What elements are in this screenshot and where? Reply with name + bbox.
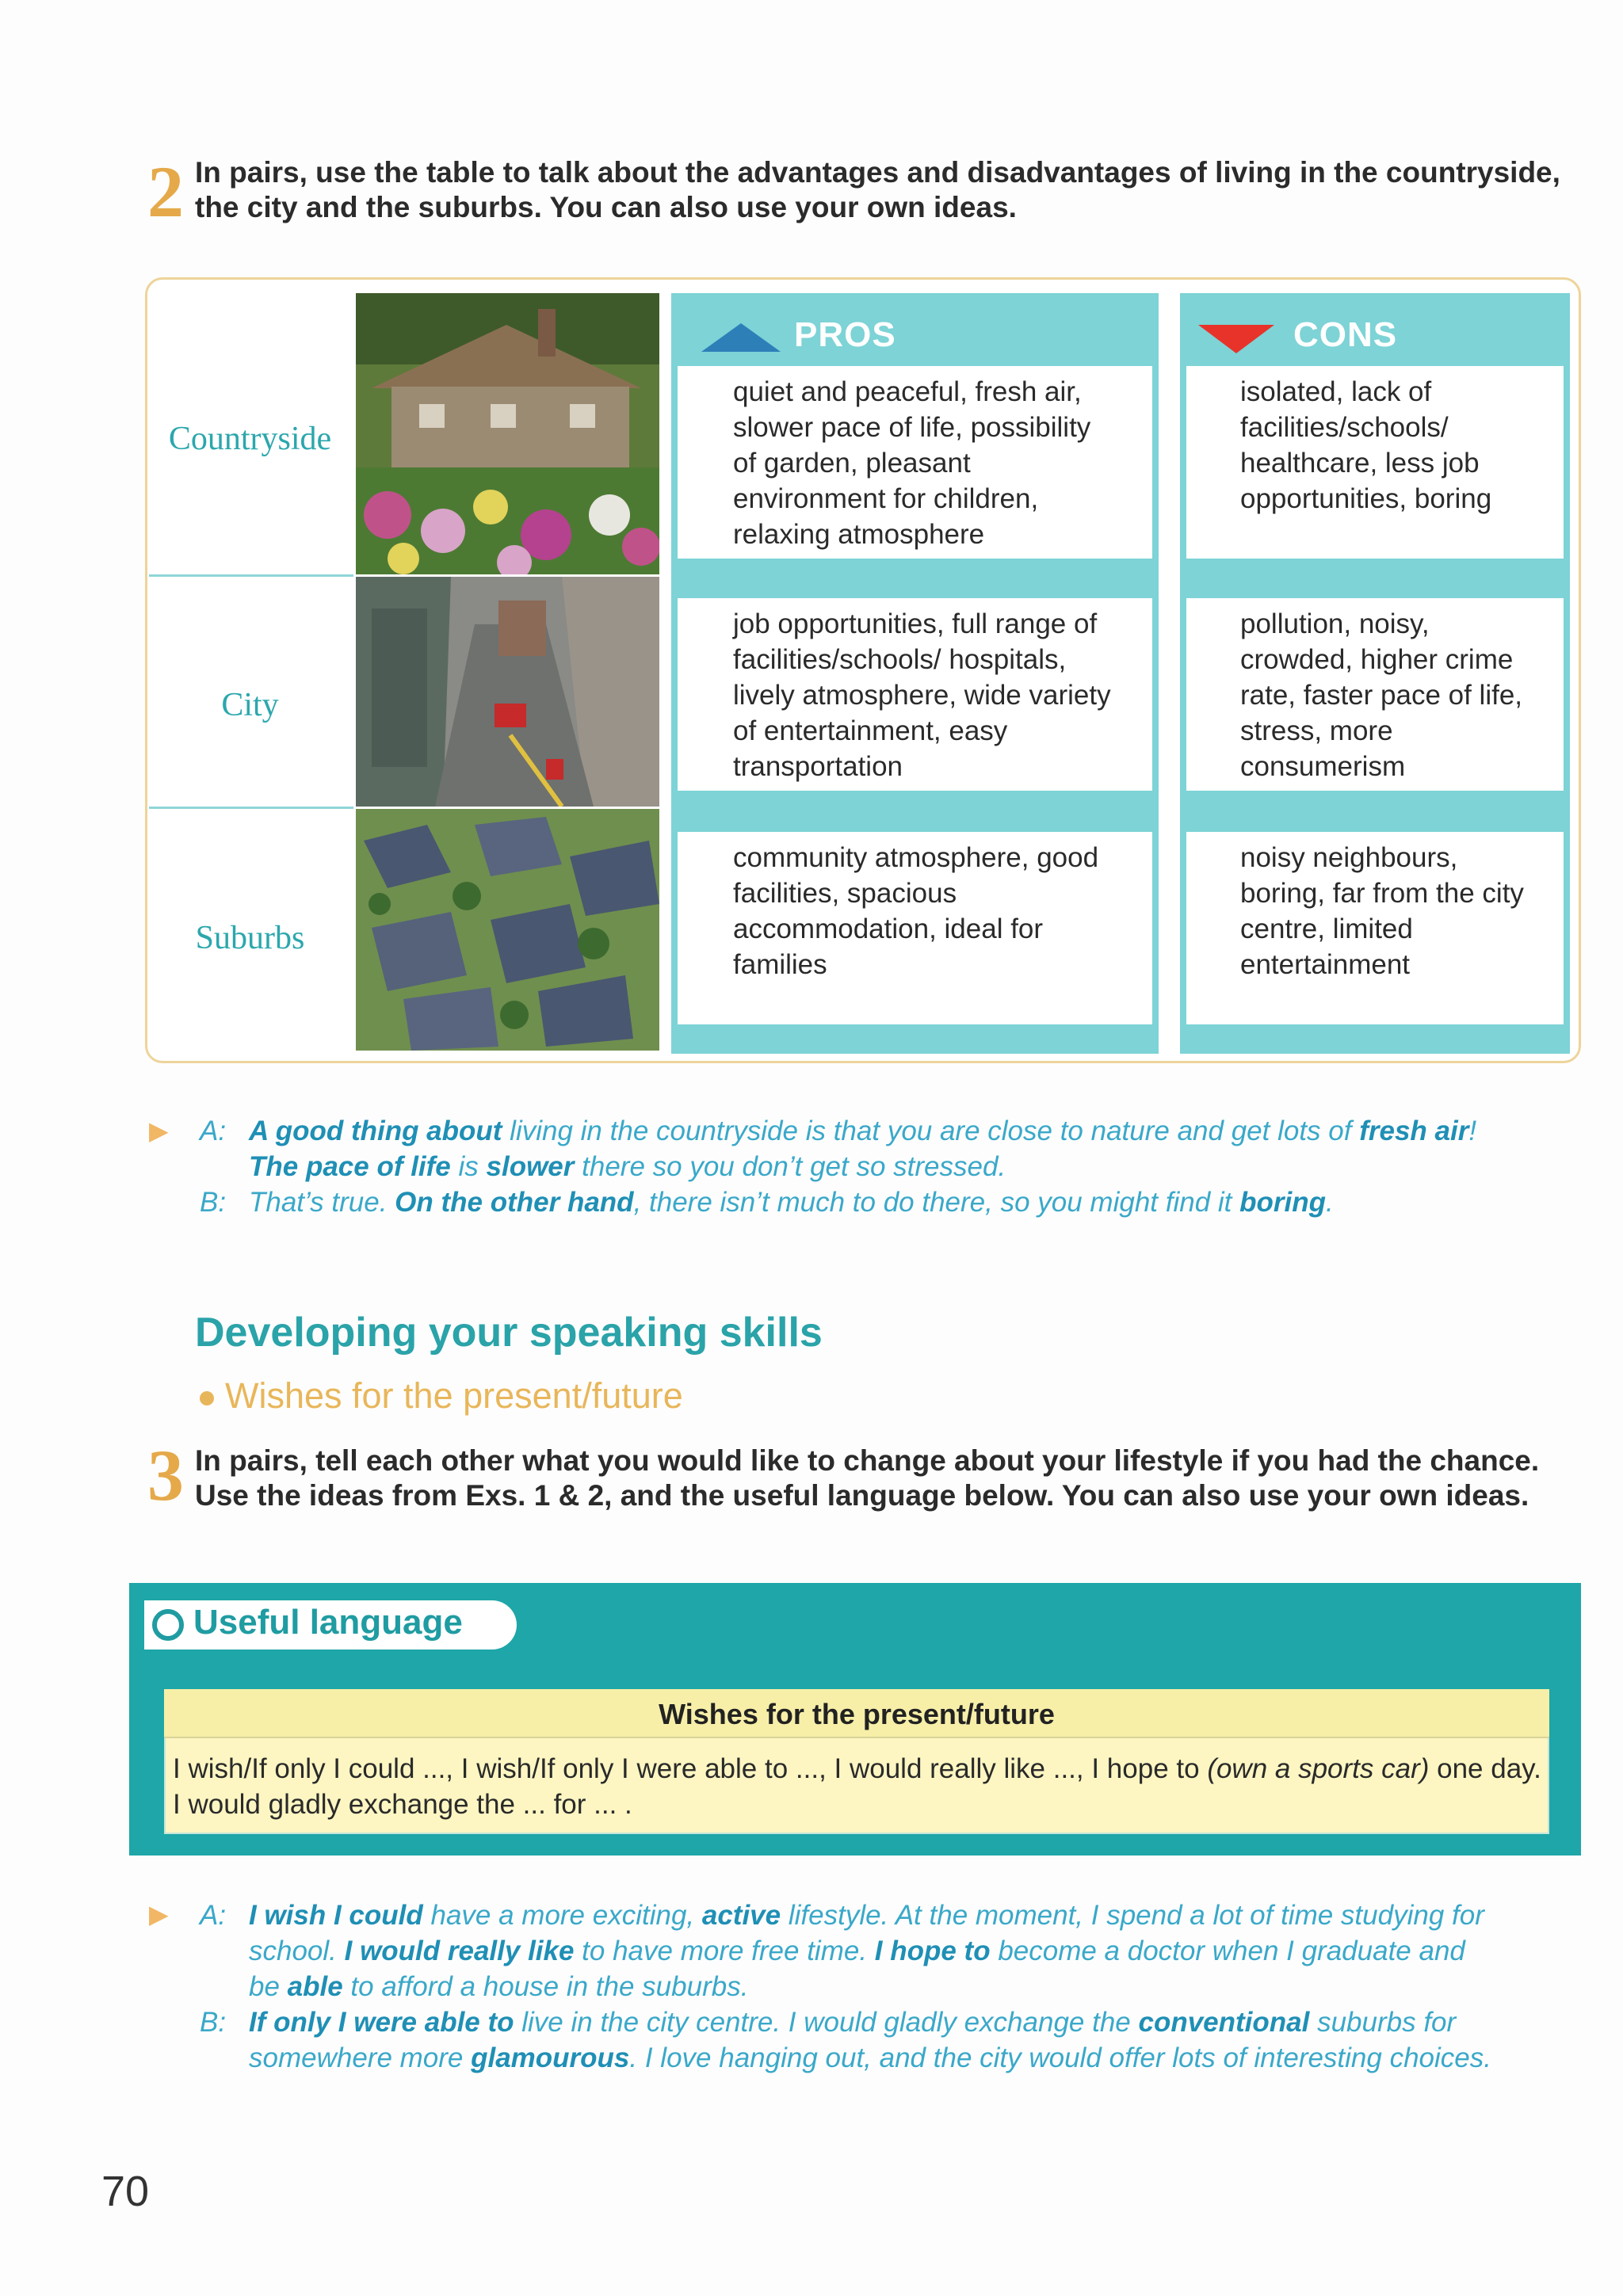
dialogue-text: . I love hanging out, and the city would offer lots of interesting choices. <box>629 2042 1491 2073</box>
pros-line: slower pace of life, possibility <box>733 412 1091 443</box>
dialogue-1-b-line-1 <box>249 1187 1334 1218</box>
pros-cell-countryside <box>678 366 1152 559</box>
dialogue-text: become a doctor when I graduate and <box>990 1936 1465 1966</box>
exercise-3-instruction-line-1: In pairs, tell each other what you would like to change about your lifestyle if you had the chance. <box>195 1444 1540 1477</box>
suburbs-houses-photo <box>356 809 659 1051</box>
exercise-2-number: 2 <box>147 151 184 232</box>
dialogue-1 <box>200 1113 1594 1220</box>
pros-line: quiet and peaceful, fresh air, <box>733 376 1082 407</box>
countryside-cottage-photo <box>356 293 659 574</box>
highlighted-phrase: If only I were able to <box>249 2007 514 2038</box>
exercise-3-instruction <box>195 1444 1606 1513</box>
pros-line: lively atmosphere, wide variety <box>733 680 1111 711</box>
dialogue-text: . <box>1326 1187 1334 1218</box>
pros-line: community atmosphere, good <box>733 842 1099 873</box>
pros-line: environment for children, <box>733 483 1039 514</box>
exercise-2-instruction-line-1: In pairs, use the table to talk about the advantages and disadvantages of living in the countryside, <box>195 156 1560 189</box>
useful-language-heading: Wishes for the present/future <box>659 1698 1055 1730</box>
dialogue-2-arrow-icon: ▶ <box>149 1900 169 1928</box>
dialogue-2-b-line-1 <box>249 2007 1456 2038</box>
circle-icon <box>152 1609 184 1641</box>
highlighted-phrase: I would really like <box>344 1936 575 1966</box>
useful-language-tab-label: Useful language <box>193 1603 463 1642</box>
highlighted-phrase: The pace of life <box>249 1151 451 1182</box>
row-divider <box>149 574 353 577</box>
pros-line: relaxing atmosphere <box>733 519 985 550</box>
pros-cell-suburbs <box>678 832 1152 1024</box>
cons-cell-suburbs <box>1186 832 1564 1024</box>
cons-cell-city <box>1186 598 1564 791</box>
highlighted-phrase: I hope to <box>874 1936 991 1966</box>
dialogue-2-a-line-3 <box>249 1971 748 2002</box>
cons-line: noisy neighbours, <box>1240 842 1458 873</box>
pros-line: families <box>733 949 827 980</box>
speaker-b: B: <box>200 1187 227 1218</box>
dialogue-2 <box>200 1897 1594 2076</box>
dialogue-text: school. <box>249 1936 345 1966</box>
dialogue-text: , there isn’t much to do there, so you might find it <box>633 1187 1240 1218</box>
dialogue-text: living in the countryside is that you are close to nature and get lots of <box>502 1116 1360 1146</box>
section-subtitle <box>200 1375 683 1417</box>
phrase-line-1: I wish/If only I could ..., I wish/If only I were able to ..., I would really like ..., I hope to <box>173 1753 1208 1784</box>
pros-line: job opportunities, full range of <box>733 608 1098 639</box>
useful-language-phrases <box>173 1751 1544 1822</box>
cons-line: stress, more <box>1240 715 1393 746</box>
pros-arrow-up-icon <box>701 323 781 352</box>
dialogue-2-b-line-2 <box>249 2042 1491 2073</box>
row-divider <box>149 807 353 809</box>
highlighted-phrase: On the other hand <box>395 1187 634 1218</box>
dialogue-text: lifestyle. At the moment, I spend a lot of time studying for <box>781 1900 1484 1931</box>
pros-cell-city <box>678 598 1152 791</box>
dialogue-text: is <box>450 1151 487 1182</box>
highlighted-phrase: glamourous <box>471 2042 630 2073</box>
pros-line: facilities/schools/ hospitals, <box>733 644 1067 675</box>
dialogue-text: there so you don’t get so stressed. <box>574 1151 1006 1182</box>
phrase-example: (own a sports car) <box>1207 1753 1430 1784</box>
row-label-suburbs: Suburbs <box>195 920 305 956</box>
row-label-countryside: Countryside <box>168 421 332 457</box>
cons-cell-countryside <box>1186 366 1564 559</box>
dialogue-2-a-line-1 <box>249 1900 1484 1931</box>
highlighted-phrase: fresh air <box>1359 1116 1469 1146</box>
dialogue-text: suburbs for <box>1309 2007 1457 2038</box>
dialogue-text: That’s true. <box>249 1187 395 1218</box>
page-number: 70 <box>101 2168 150 2215</box>
highlighted-phrase: conventional <box>1138 2007 1310 2038</box>
pros-line: of garden, pleasant <box>733 448 971 479</box>
exercise-2-instruction-line-2: the city and the suburbs. You can also use your own ideas. <box>195 191 1017 223</box>
cons-line: crowded, higher crime <box>1240 644 1514 675</box>
exercise-2-instruction <box>195 155 1590 225</box>
speaker-a: A: <box>200 1900 227 1931</box>
bullet-icon <box>200 1391 214 1405</box>
dialogue-1-a-line-2 <box>249 1151 1006 1182</box>
dialogue-text: ! <box>1468 1116 1477 1146</box>
pros-line: transportation <box>733 751 903 782</box>
row-label-city: City <box>221 687 279 723</box>
speaker-b: B: <box>200 2007 227 2038</box>
pros-header: PROS <box>794 315 896 354</box>
cons-line: consumerism <box>1240 751 1406 782</box>
dialogue-text: have a more exciting, <box>422 1900 702 1931</box>
exercise-3-number: 3 <box>147 1435 184 1516</box>
highlighted-phrase: A good thing about <box>249 1116 502 1146</box>
section-subtitle-text: Wishes for the present/future <box>225 1375 683 1416</box>
cons-line: centre, limited <box>1240 913 1413 944</box>
cons-line: pollution, noisy, <box>1240 608 1430 639</box>
exercise-3-instruction-line-2: Use the ideas from Exs. 1 & 2, and the useful language below. You can also use your own ideas. <box>195 1479 1529 1512</box>
dialogue-2-a-line-2 <box>249 1936 1465 1966</box>
pros-line: accommodation, ideal for <box>733 913 1044 944</box>
cons-line: rate, faster pace of life, <box>1240 680 1523 711</box>
cons-header: CONS <box>1293 315 1398 354</box>
cons-line: healthcare, less job <box>1240 448 1480 479</box>
highlighted-phrase: slower <box>486 1151 575 1182</box>
highlighted-phrase: I wish I could <box>249 1900 423 1931</box>
section-title: Developing your speaking skills <box>195 1310 823 1356</box>
pros-line: of entertainment, easy <box>733 715 1008 746</box>
dialogue-1-arrow-icon: ▶ <box>149 1116 169 1145</box>
pros-line: facilities, spacious <box>733 878 957 909</box>
highlighted-phrase: active <box>701 1900 781 1931</box>
highlighted-phrase: boring <box>1239 1187 1326 1218</box>
cons-line: facilities/schools/ <box>1240 412 1449 443</box>
dialogue-text: live in the city centre. I would gladly exchange the <box>514 2007 1139 2038</box>
speaker-a: A: <box>200 1116 227 1146</box>
cons-line: boring, far from the city <box>1240 878 1524 909</box>
cons-line: entertainment <box>1240 949 1411 980</box>
dialogue-text: to have more free time. <box>574 1936 875 1966</box>
dialogue-text: somewhere more <box>249 2042 472 2073</box>
phrase-line-2: I would gladly exchange the ... for ... . <box>173 1789 632 1820</box>
dialogue-1-a-line-1 <box>249 1116 1476 1146</box>
phrase-line-1-end: one day. <box>1429 1753 1541 1784</box>
cons-line: isolated, lack of <box>1240 376 1432 407</box>
city-street-photo <box>356 577 659 807</box>
highlighted-phrase: able <box>287 1971 343 2002</box>
dialogue-text: be <box>249 1971 288 2002</box>
cons-line: opportunities, boring <box>1240 483 1492 514</box>
dialogue-text: to afford a house in the suburbs. <box>342 1971 749 2002</box>
cons-arrow-down-icon <box>1198 325 1274 353</box>
